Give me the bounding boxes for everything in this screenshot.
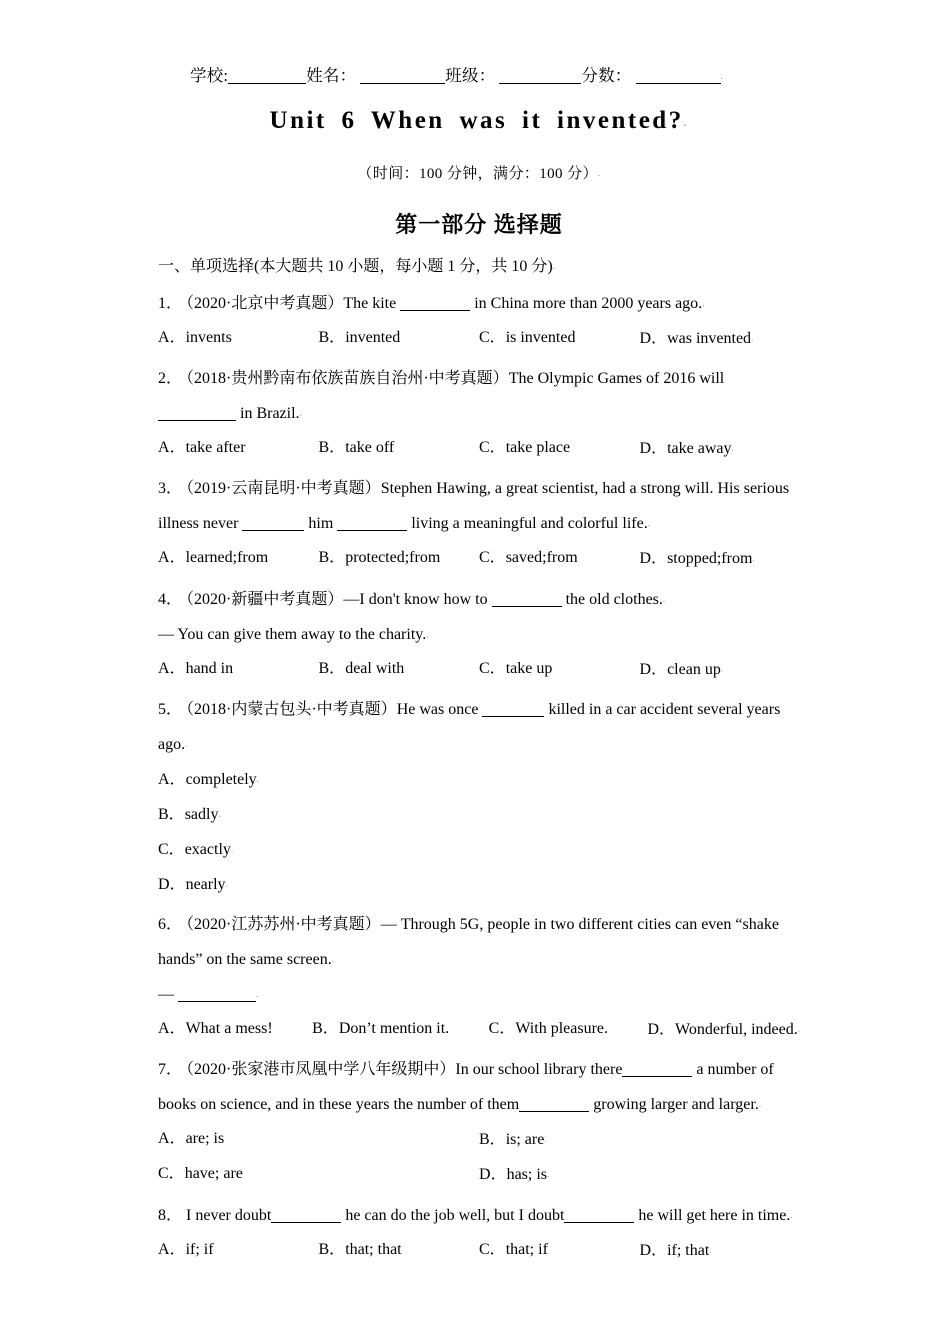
question-5-option-b[interactable] — [158, 797, 800, 832]
question-6-option-c[interactable] — [489, 1012, 608, 1047]
question-1-option-b-text: invented — [345, 329, 401, 346]
question-5-option-c-text: exactly — [184, 841, 231, 858]
question-6-number: 6． — [158, 916, 183, 933]
question-2-option-c[interactable] — [479, 431, 640, 466]
page-title-text: Unit 6 When was it invented? — [269, 107, 684, 134]
question-5-stem — [158, 693, 800, 762]
question-4-trailing-mark: . — [662, 594, 666, 604]
question-5-option-b-mark: . — [218, 809, 221, 819]
exam-note-text: （时间：100 分钟，满分：100 分） — [357, 166, 598, 182]
section-intro-text: 一、单项选择(本大题共 10 小题，每小题 1 分，共 10 分) — [158, 258, 553, 275]
question-7-option-c-text: have; are — [184, 1165, 243, 1182]
question-5-source: （2018·内蒙古包头·中考真题） — [186, 701, 397, 718]
question-5-stem-b: killed in a car accident several years ago. — [158, 701, 781, 753]
question-1-source: （2020·北京中考真题） — [186, 295, 344, 312]
question-3-options — [158, 541, 800, 576]
question-7-option-b-key: B ． — [479, 1131, 504, 1148]
question-4-number: 4． — [158, 591, 183, 608]
question-7-number: 7． — [158, 1061, 183, 1078]
question-3-blank-1[interactable] — [242, 530, 304, 531]
question-6-blank[interactable] — [178, 1001, 256, 1002]
question-8-number: 8． — [158, 1207, 183, 1224]
intro-trailing-mark: . — [552, 261, 555, 271]
question-8-option-c-text: that; if — [505, 1241, 548, 1258]
question-3-option-d-mark: . — [752, 553, 755, 563]
class-label: 班级： — [445, 66, 496, 85]
question-6-stem-a: — Through 5G, people in two different cities can even “shake hands” on the same screen. — [158, 916, 779, 968]
question-2-option-b-text: take off — [345, 439, 395, 456]
question-4-option-b-key: B ． — [319, 660, 344, 677]
question-3-option-a-key: A ． — [158, 549, 184, 566]
question-4-option-a-text: hand in — [185, 660, 234, 677]
question-3-option-c-key: C ． — [479, 549, 504, 566]
question-5-option-c-key: C ． — [158, 841, 183, 858]
question-8-blank-2[interactable] — [564, 1222, 634, 1223]
question-8-blank-1[interactable] — [271, 1222, 341, 1223]
question-1-option-a[interactable] — [158, 321, 319, 356]
question-3-option-c[interactable] — [479, 541, 640, 576]
question-2-number: 2． — [158, 370, 183, 387]
question-5-option-d-mark: . — [225, 879, 228, 889]
question-6-option-d[interactable] — [647, 1012, 800, 1047]
question-2-stem — [158, 362, 800, 396]
question-2-option-b[interactable] — [319, 431, 480, 466]
question-5 — [158, 693, 800, 902]
question-7-blank-2[interactable] — [519, 1111, 589, 1112]
question-1-option-d-key: D ． — [640, 330, 666, 347]
question-4-reply-mark: . — [426, 629, 429, 639]
question-5-option-a-key: A ． — [158, 771, 184, 788]
question-4-option-c-text: take up — [505, 660, 553, 677]
question-8-option-b-text: that; that — [345, 1241, 402, 1258]
question-6-stem — [158, 908, 800, 977]
question-4-stem — [158, 582, 800, 617]
question-4 — [158, 582, 800, 687]
question-6-option-d-mark: . — [797, 1024, 800, 1034]
question-6 — [158, 908, 800, 1047]
question-3-stem-mid: him — [308, 515, 334, 532]
question-5-options — [158, 762, 800, 902]
question-6-option-c-text: With pleasure. — [515, 1020, 608, 1037]
question-4-option-d-text: clean up — [667, 661, 721, 678]
question-3-option-a[interactable] — [158, 541, 319, 576]
question-6-reply-dash: — — [158, 986, 174, 1003]
question-6-option-a-text: What a mess! — [185, 1020, 273, 1037]
question-3-stem-a: Stephen Hawing, a great scientist, had a strong will. His serious illness never — [158, 480, 790, 532]
question-7-option-a[interactable] — [158, 1122, 479, 1157]
question-7-stem — [158, 1053, 800, 1122]
name-label: 姓名： — [306, 66, 357, 85]
question-4-option-b-text: deal with — [345, 660, 405, 677]
question-3-stem-b: living a meaningful and colorful life. — [411, 515, 648, 532]
question-3-stem — [158, 472, 800, 541]
question-6-trailing-mark: . — [331, 954, 334, 964]
question-6-option-b-text: Don’t mention it. — [338, 1020, 450, 1037]
question-1-option-c-text: is invented — [505, 329, 576, 346]
question-5-option-c-mark: . — [230, 844, 234, 854]
question-7 — [158, 1053, 800, 1192]
question-7-option-a-key: A ． — [158, 1130, 184, 1147]
question-1-option-b-key: B ． — [319, 329, 344, 346]
question-1-option-a-key: A ． — [158, 329, 184, 346]
question-8-option-b[interactable] — [319, 1233, 480, 1268]
question-7-option-b-text: is; are — [505, 1131, 545, 1148]
question-4-option-c[interactable] — [479, 652, 640, 687]
question-6-option-a[interactable] — [158, 1012, 273, 1047]
question-1-options — [158, 321, 800, 356]
question-7-option-d-key: D ． — [479, 1166, 505, 1183]
question-2 — [158, 362, 800, 466]
question-8-option-a[interactable] — [158, 1233, 319, 1268]
question-1-option-d-text: was invented — [667, 330, 752, 347]
question-8-option-d-text: if; that — [667, 1242, 710, 1259]
question-4-stem-a: —I don't know how to — [343, 591, 488, 608]
score-blank[interactable] — [636, 83, 721, 84]
question-8-option-b-key: B ． — [319, 1241, 344, 1258]
question-2-option-d[interactable] — [640, 431, 801, 466]
question-8-trailing-mark: . — [790, 1210, 793, 1220]
question-5-trailing-mark: . — [185, 739, 188, 749]
question-8-option-d[interactable] — [640, 1233, 801, 1268]
question-8-option-a-key: A ． — [158, 1241, 184, 1258]
question-8-stem-mid: he can do the job well, but I doubt — [345, 1207, 565, 1224]
school-label: 学校: — [190, 66, 229, 85]
question-2-options — [158, 431, 800, 466]
question-2-blank[interactable] — [158, 420, 236, 421]
question-5-option-c[interactable] — [158, 832, 800, 867]
part-heading: 第一部分 选择题 — [395, 212, 563, 237]
question-5-stem-a: He was once — [396, 701, 479, 718]
student-info-line — [158, 62, 800, 90]
trailing-mark: . — [720, 71, 723, 81]
question-3-number: 3． — [158, 480, 183, 497]
question-7-option-b[interactable] — [479, 1122, 800, 1157]
question-2-trailing-mark: . — [299, 408, 302, 418]
question-8 — [158, 1198, 800, 1268]
question-3-option-b[interactable] — [319, 541, 480, 576]
question-6-reply-mark: . — [256, 989, 259, 999]
question-1-option-d[interactable] — [640, 321, 801, 356]
question-7-option-d-text: has; is — [506, 1166, 548, 1183]
question-5-option-b-key: B ． — [158, 806, 183, 823]
question-2-option-a[interactable] — [158, 431, 319, 466]
question-6-option-b[interactable] — [312, 1012, 449, 1047]
question-6-options — [158, 1012, 800, 1047]
class-blank[interactable] — [499, 83, 581, 84]
question-7-stem-mid: a number of books on science, and in these years the number of them — [158, 1061, 774, 1113]
question-1-stem-b: in China more than 2000 years ago. — [474, 295, 703, 312]
question-6-option-a-key: A ． — [158, 1020, 184, 1037]
question-2-stem-b: in Brazil. — [240, 405, 300, 422]
question-7-source: （2020·张家港市凤凰中学八年级期中） — [186, 1061, 456, 1078]
question-5-option-a-text: completely — [185, 771, 257, 788]
question-2-option-d-key: D ． — [640, 440, 666, 457]
question-2-option-a-text: take after — [185, 439, 246, 456]
question-1-option-c[interactable] — [479, 321, 640, 356]
question-1-option-a-text: invents — [185, 329, 232, 346]
school-blank[interactable] — [228, 83, 306, 84]
question-4-option-a-key: A ． — [158, 660, 184, 677]
question-8-option-a-text: if; if — [185, 1241, 214, 1258]
question-3-option-d[interactable] — [640, 541, 801, 576]
question-2-stem-continued — [158, 396, 800, 431]
question-7-stem-a: In our school library there — [455, 1061, 623, 1078]
question-6-reply-line — [158, 977, 800, 1012]
question-2-stem-a: The Olympic Games of 2016 will — [508, 370, 725, 387]
question-5-option-d-text: nearly — [185, 876, 226, 893]
question-7-option-d-mark: . — [547, 1169, 550, 1179]
question-2-source: （2018·贵州黔南布依族苗族自治州·中考真题） — [186, 370, 509, 387]
question-3-option-d-key: D ． — [640, 550, 666, 567]
question-2-option-d-text: take away — [667, 440, 732, 457]
question-7-blank-1[interactable] — [622, 1076, 692, 1077]
question-3-option-b-text: protected;from — [345, 549, 441, 566]
question-8-stem-b: he will get here in time. — [638, 1207, 791, 1224]
question-7-stem-b: growing larger and larger. — [593, 1096, 759, 1113]
question-4-blank[interactable] — [492, 606, 562, 607]
question-4-option-a[interactable] — [158, 652, 319, 687]
question-3-trailing-mark: . — [647, 518, 650, 528]
section-intro — [158, 253, 800, 280]
question-3 — [158, 472, 800, 576]
question-6-option-c-key: C ． — [489, 1020, 514, 1037]
question-4-reply — [158, 617, 800, 652]
question-5-option-d-key: D ． — [158, 876, 184, 893]
question-1-number: 1． — [158, 295, 183, 312]
question-3-option-b-key: B ． — [319, 549, 344, 566]
question-7-option-b-mark: . — [544, 1134, 547, 1144]
question-6-option-d-key: D ． — [647, 1021, 673, 1038]
name-blank[interactable] — [360, 83, 445, 84]
question-4-option-d-key: D ． — [640, 661, 666, 678]
question-3-option-a-text: learned;from — [185, 549, 269, 566]
question-7-options-row-2 — [158, 1157, 800, 1192]
question-2-option-c-text: take place — [505, 439, 571, 456]
question-7-option-a-text: are; is — [185, 1130, 225, 1147]
question-4-options — [158, 652, 800, 687]
question-7-option-c-key: C ． — [158, 1165, 183, 1182]
question-4-option-d-mark: . — [720, 664, 724, 674]
question-2-option-d-mark: . — [731, 443, 734, 453]
question-4-option-c-key: C ． — [479, 660, 504, 677]
question-4-source: （2020·新疆中考真题） — [186, 591, 344, 608]
question-1-stem — [158, 286, 800, 321]
question-3-source: （2019·云南昆明·中考真题） — [186, 480, 381, 497]
question-1-option-d-mark: . — [751, 333, 754, 343]
question-8-option-d-key: D ． — [640, 1242, 666, 1259]
question-7-option-d[interactable] — [479, 1157, 800, 1192]
question-5-option-a[interactable] — [158, 762, 800, 797]
question-5-blank[interactable] — [482, 716, 544, 717]
question-5-number: 5． — [158, 701, 183, 718]
question-5-option-b-text: sadly — [184, 806, 219, 823]
question-1-option-c-key: C ． — [479, 329, 504, 346]
question-6-option-b-key: B ． — [312, 1020, 337, 1037]
question-8-stem-a: I never doubt — [186, 1207, 272, 1224]
page-title — [158, 104, 800, 140]
score-label: 分数： — [581, 66, 632, 85]
note-trailing-mark: . — [597, 168, 601, 178]
question-1 — [158, 286, 800, 356]
exam-note — [158, 160, 800, 187]
question-1-blank[interactable] — [400, 310, 470, 311]
question-7-trailing-mark: . — [758, 1099, 762, 1109]
question-7-option-c[interactable] — [158, 1157, 479, 1192]
question-6-source: （2020·江苏苏州·中考真题） — [186, 916, 381, 933]
question-5-option-a-mark: . — [256, 774, 259, 784]
question-4-option-b[interactable] — [319, 652, 480, 687]
question-3-blank-2[interactable] — [337, 530, 407, 531]
question-2-option-b-key: B ． — [319, 439, 344, 456]
question-1-option-b[interactable] — [319, 321, 480, 356]
question-8-option-c[interactable] — [479, 1233, 640, 1268]
question-8-option-c-key: C ． — [479, 1241, 504, 1258]
question-5-option-d[interactable] — [158, 867, 800, 902]
question-1-stem-a: The kite — [343, 295, 397, 312]
title-trailing-mark: . — [683, 118, 689, 128]
question-4-stem-b: the old clothes. — [565, 591, 663, 608]
question-8-stem — [158, 1198, 800, 1233]
question-6-option-d-text: Wonderful, indeed. — [675, 1021, 798, 1038]
question-1-trailing-mark: . — [702, 298, 705, 308]
question-3-option-c-text: saved;from — [505, 549, 578, 566]
question-3-option-d-text: stopped;from — [667, 550, 753, 567]
question-2-option-c-key: C ． — [479, 439, 504, 456]
question-2-option-a-key: A ． — [158, 439, 184, 456]
question-8-options — [158, 1233, 800, 1268]
question-7-options-row-1 — [158, 1122, 800, 1157]
question-4-reply-text: — You can give them away to the charity. — [158, 626, 427, 643]
question-8-option-d-mark: . — [709, 1245, 712, 1255]
question-4-option-d[interactable] — [640, 652, 801, 687]
